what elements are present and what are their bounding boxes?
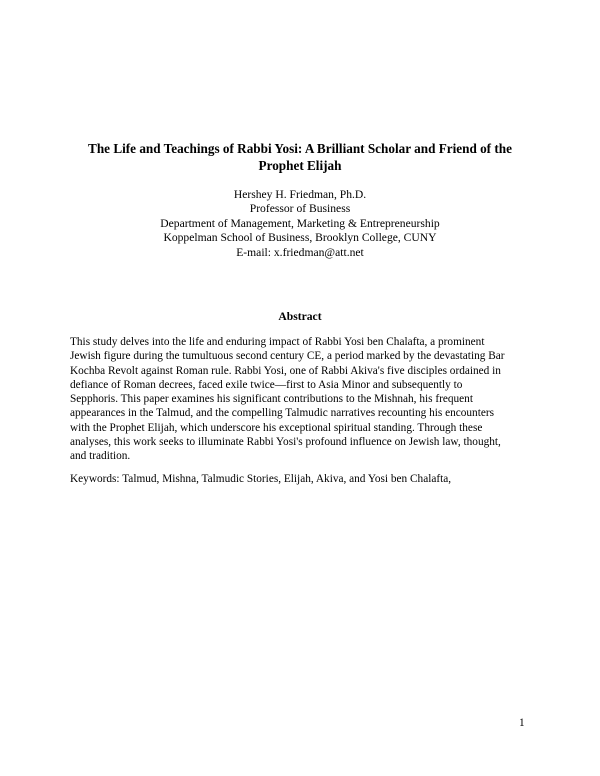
abstract-line: defiance of Roman decrees, faced exile twice—first to Asia Minor and subsequently to xyxy=(70,378,463,391)
paper-title-line-1: The Life and Teachings of Rabbi Yosi: A Brilliant Scholar and Friend of the xyxy=(88,141,512,156)
abstract-heading: Abstract xyxy=(278,310,322,323)
abstract-body xyxy=(70,335,540,464)
author-email: E-mail: x.friedman@att.net xyxy=(236,245,364,259)
author-school: Koppelman School of Business, Brooklyn College, CUNY xyxy=(163,231,437,245)
page-number: 1 xyxy=(519,717,525,729)
abstract-line: analyses, this work seeks to illuminate Rabbi Yosi's profound influence on Jewish law, thought, xyxy=(70,436,501,449)
abstract-line: and tradition. xyxy=(70,450,131,463)
abstract-line: with the Prophet Elijah, which underscore his exceptional spiritual standing. Through these xyxy=(70,421,483,434)
abstract-line: Kochba Revolt against Roman rule. Rabbi Yosi, one of Rabbi Akiva's five disciples ordained in xyxy=(70,364,501,377)
paper-title-line-2: Prophet Elijah xyxy=(258,158,342,173)
abstract-line: Sepphoris. This paper examines his significant contributions to the Mishnah, his frequent xyxy=(70,393,473,406)
author-department: Department of Management, Marketing & Entrepreneurship xyxy=(160,216,440,230)
author-block xyxy=(100,188,500,260)
author-position: Professor of Business xyxy=(249,202,351,216)
abstract-line: appearances in the Talmud, and the compelling Talmudic narratives recounting his encounters xyxy=(70,407,495,420)
abstract-line: Jewish figure during the tumultuous second century CE, a period marked by the devastating Bar xyxy=(70,350,505,363)
author-name: Hershey H. Friedman, Ph.D. xyxy=(233,188,367,201)
keywords-line: Keywords: Talmud, Mishna, Talmudic Stories, Elijah, Akiva, and Yosi ben Chalafta, xyxy=(70,473,452,485)
abstract-line: This study delves into the life and enduring impact of Rabbi Yosi ben Chalafta, a prominent xyxy=(70,336,485,348)
paper-title xyxy=(60,140,540,174)
